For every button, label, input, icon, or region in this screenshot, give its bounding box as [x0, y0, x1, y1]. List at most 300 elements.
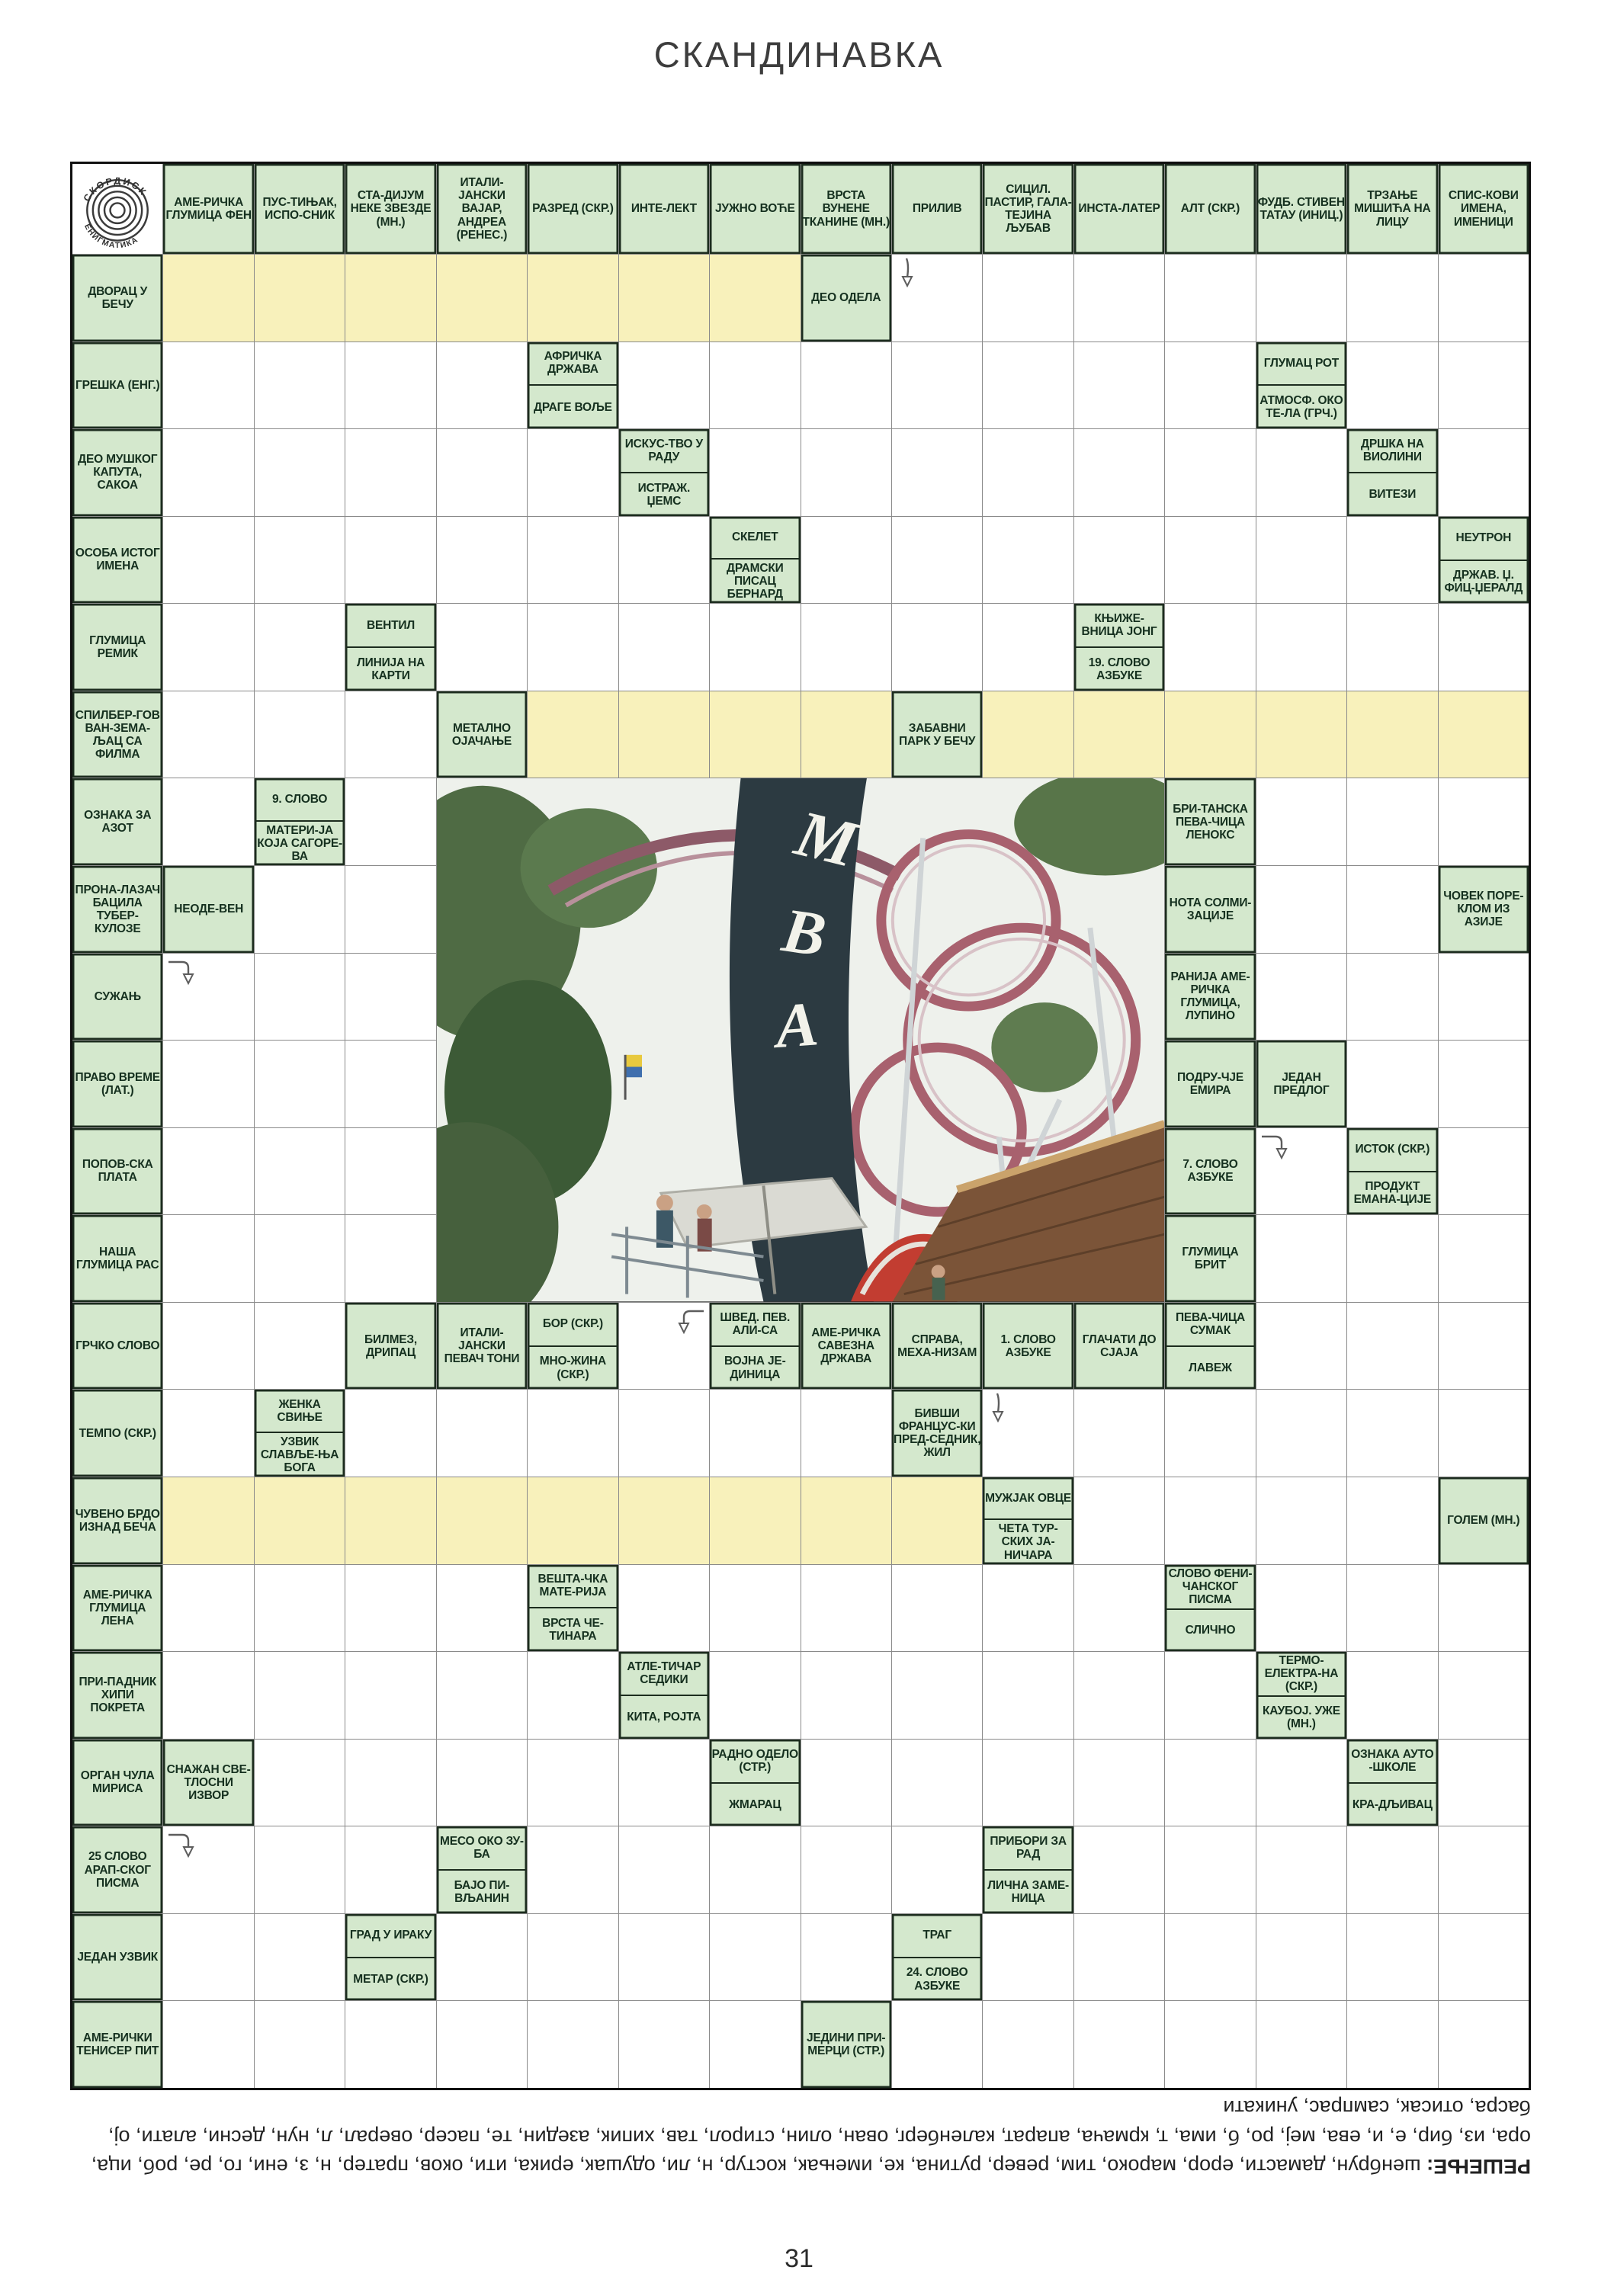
split-clue-cell: [528, 342, 618, 429]
answer-cell[interactable]: [1347, 517, 1437, 604]
answer-cell[interactable]: [255, 517, 345, 604]
split-clue-cell: [528, 1303, 618, 1390]
split-clue-cell: [1165, 1565, 1255, 1652]
answer-cell[interactable]: [1256, 1565, 1346, 1652]
answer-cell[interactable]: [1074, 1740, 1164, 1826]
answer-cell-highlight[interactable]: [619, 255, 709, 342]
answer-cell[interactable]: [983, 604, 1073, 691]
answer-cell[interactable]: [1439, 255, 1529, 342]
header-clue-cell: ИТАЛИ-ЈАНСКИ ВАЈАР, АНДРЕА (РЕНЕС.): [437, 164, 527, 254]
answer-cell-highlight[interactable]: [801, 1477, 891, 1564]
row-clue-cell: ПОПОВ-СКА ПЛАТА: [72, 1128, 162, 1215]
answer-cell-highlight[interactable]: [163, 1477, 253, 1564]
answer-cell[interactable]: [163, 1041, 253, 1127]
answer-cell[interactable]: [345, 1740, 435, 1826]
answer-cell[interactable]: [255, 1565, 345, 1652]
header-clue-cell: ТРЗАЊЕ МИШИЋА НА ЛИЦУ: [1347, 164, 1437, 254]
spiral-logo-icon: [78, 169, 157, 249]
answer-cell[interactable]: [1347, 1303, 1437, 1390]
answer-cell-highlight[interactable]: [1347, 691, 1437, 778]
answer-cell[interactable]: [1256, 2001, 1346, 2088]
clue-top: 9. СЛОВО: [271, 793, 328, 806]
answer-cell-highlight[interactable]: [528, 255, 618, 342]
svg-text:М: М: [788, 796, 865, 882]
answer-cell[interactable]: [1074, 429, 1164, 516]
clue-top: ОЗНАКА АУТО -ШКОЛЕ: [1351, 1747, 1434, 1774]
answer-cell[interactable]: [163, 691, 253, 778]
answer-cell[interactable]: [710, 604, 800, 691]
answer-cell-highlight[interactable]: [710, 255, 800, 342]
answer-cell[interactable]: [255, 1128, 345, 1215]
answer-cell[interactable]: [255, 2001, 345, 2088]
answer-cell[interactable]: [1439, 604, 1529, 691]
answer-cell[interactable]: [255, 342, 345, 429]
answer-cell[interactable]: [255, 1826, 345, 1913]
answer-cell[interactable]: [163, 1303, 253, 1390]
clue-cell: АМЕ-РИЧКА САВЕЗНА ДРЖАВА: [801, 1303, 891, 1390]
answer-cell-with-arrow[interactable]: [983, 1390, 1073, 1477]
answer-cell[interactable]: [345, 1390, 435, 1477]
clue-cell: ЗАБАВНИ ПАРК У БЕЧУ: [892, 691, 982, 778]
clue-cell: ДЕО ОДЕЛА: [801, 255, 891, 342]
answer-cell[interactable]: [1347, 1652, 1437, 1739]
answer-cell[interactable]: [1439, 954, 1529, 1041]
answer-cell-with-arrow[interactable]: [163, 1826, 253, 1913]
answer-cell[interactable]: [345, 1128, 435, 1215]
answer-cell[interactable]: [1256, 954, 1346, 1041]
answer-cell[interactable]: [1165, 429, 1255, 516]
answer-cell[interactable]: [1347, 1826, 1437, 1913]
answer-cell[interactable]: [1256, 517, 1346, 604]
answer-cell[interactable]: [345, 517, 435, 604]
clue-bottom: ДРЖАВ. Џ. ФИЦ-ЏЕРАЛД: [1439, 560, 1529, 604]
answer-cell[interactable]: [437, 1740, 527, 1826]
answer-cell-highlight[interactable]: [163, 255, 253, 342]
answer-cell[interactable]: [437, 2001, 527, 2088]
clue-bottom: ЖМАРАЦ: [710, 1782, 800, 1826]
row-clue-cell: 25 СЛОВО АРАП-СКОГ ПИСМА: [72, 1826, 162, 1913]
answer-cell[interactable]: [1165, 342, 1255, 429]
header-clue-cell: СИЦИЛ. ПАСТИР, ГАЛА-ТЕЈИНА ЉУБАВ: [983, 164, 1073, 254]
answer-cell-highlight[interactable]: [983, 691, 1073, 778]
answer-cell[interactable]: [1256, 778, 1346, 865]
answer-cell[interactable]: [1256, 1914, 1346, 2001]
answer-cell[interactable]: [892, 342, 982, 429]
answer-cell[interactable]: [1074, 342, 1164, 429]
clue-top: МУЖЈАК ОВЦЕ: [985, 1491, 1072, 1505]
clue-top: КЊИЖЕ-ВНИЦА ЈОНГ: [1081, 612, 1157, 639]
answer-cell[interactable]: [528, 1914, 618, 2001]
answer-cell[interactable]: [1165, 255, 1255, 342]
elbow-arrow-icon: [1259, 1130, 1295, 1165]
answer-cell[interactable]: [1256, 429, 1346, 516]
answer-cell[interactable]: [1074, 517, 1164, 604]
answer-cell[interactable]: [619, 517, 709, 604]
clue-bottom: МНО-ЖИНА (СКР.): [528, 1345, 618, 1390]
clue-top: ВЕШТА-ЧКА МАТЕ-РИЈА: [537, 1573, 608, 1599]
crossword-grid: [70, 162, 1531, 2090]
split-clue-cell: [1165, 1303, 1255, 1390]
answer-cell-highlight[interactable]: [1074, 691, 1164, 778]
answer-cell[interactable]: [710, 429, 800, 516]
split-clue-cell: [892, 1914, 982, 2001]
answer-cell-highlight[interactable]: [345, 1477, 435, 1564]
clue-cell: ПОДРУ-ЧЈЕ ЕМИРА: [1165, 1041, 1255, 1127]
solution-text: [70, 2093, 1531, 2181]
answer-cell[interactable]: [163, 1565, 253, 1652]
answer-cell-highlight[interactable]: [619, 1477, 709, 1564]
answer-cell[interactable]: [1074, 1477, 1164, 1564]
row-clue-cell: ЧУВЕНО БРДО ИЗНАД БЕЧА: [72, 1477, 162, 1564]
answer-cell[interactable]: [1347, 2001, 1437, 2088]
answer-cell[interactable]: [345, 342, 435, 429]
answer-cell[interactable]: [892, 429, 982, 516]
answer-cell[interactable]: [619, 1740, 709, 1826]
answer-cell[interactable]: [892, 517, 982, 604]
answer-cell[interactable]: [1347, 1390, 1437, 1477]
answer-cell[interactable]: [1165, 1914, 1255, 2001]
clue-bottom: ДРАГЕ ВОЉЕ: [528, 384, 618, 428]
answer-cell[interactable]: [619, 604, 709, 691]
answer-cell-highlight[interactable]: [710, 1477, 800, 1564]
answer-cell[interactable]: [1347, 866, 1437, 953]
answer-cell[interactable]: [163, 429, 253, 516]
answer-cell[interactable]: [983, 1740, 1073, 1826]
clue-cell: НОТА СОЛМИ-ЗАЦИЈЕ: [1165, 866, 1255, 953]
answer-cell[interactable]: [345, 1652, 435, 1739]
split-clue-cell: [1347, 429, 1437, 516]
answer-cell[interactable]: [1439, 1740, 1529, 1826]
answer-cell[interactable]: [1256, 1740, 1346, 1826]
answer-cell[interactable]: [1439, 2001, 1529, 2088]
publisher-logo: [72, 164, 162, 254]
answer-cell[interactable]: [710, 1565, 800, 1652]
answer-cell-highlight[interactable]: [892, 1477, 982, 1564]
answer-cell[interactable]: [1074, 1652, 1164, 1739]
answer-cell[interactable]: [255, 1215, 345, 1302]
answer-cell[interactable]: [1165, 1390, 1255, 1477]
answer-cell[interactable]: [1074, 1826, 1164, 1913]
answer-cell[interactable]: [255, 1740, 345, 1826]
answer-cell[interactable]: [619, 1390, 709, 1477]
answer-cell[interactable]: [710, 1826, 800, 1913]
clue-bottom: ВРСТА ЧЕ-ТИНАРА: [528, 1607, 618, 1651]
header-clue-cell: ПУС-ТИЊАК, ИСПО-СНИК: [255, 164, 345, 254]
answer-cell[interactable]: [1074, 1914, 1164, 2001]
answer-cell[interactable]: [801, 342, 891, 429]
clue-top: ДРШКА НА ВИОЛИНИ: [1360, 437, 1424, 464]
answer-cell[interactable]: [255, 866, 345, 953]
answer-cell-highlight[interactable]: [1256, 691, 1346, 778]
answer-cell[interactable]: [1256, 1477, 1346, 1564]
clue-cell: БИЛМЕЗ, ДРИПАЦ: [345, 1303, 435, 1390]
answer-cell[interactable]: [1439, 1128, 1529, 1215]
answer-cell[interactable]: [345, 866, 435, 953]
page-number: 31: [785, 2244, 813, 2273]
answer-cell[interactable]: [437, 1914, 527, 2001]
clue-top: ГЛУМАЦ РОТ: [1263, 356, 1340, 370]
row-clue-cell: ОРГАН ЧУЛА МИРИСА: [72, 1740, 162, 1826]
answer-cell[interactable]: [983, 517, 1073, 604]
answer-cell[interactable]: [163, 2001, 253, 2088]
answer-cell[interactable]: [801, 1826, 891, 1913]
answer-cell-with-arrow[interactable]: [619, 1303, 709, 1390]
answer-cell[interactable]: [710, 1914, 800, 2001]
answer-cell[interactable]: [163, 517, 253, 604]
answer-cell[interactable]: [163, 604, 253, 691]
clue-cell: НЕОДЕ-ВЕН: [163, 866, 253, 953]
clue-bottom: КРА-ДЉИВАЦ: [1347, 1782, 1437, 1826]
answer-cell[interactable]: [1439, 342, 1529, 429]
answer-cell[interactable]: [1256, 1303, 1346, 1390]
answer-cell-highlight[interactable]: [1439, 691, 1529, 778]
answer-cell-highlight[interactable]: [528, 691, 618, 778]
answer-cell[interactable]: [528, 1390, 618, 1477]
split-clue-cell: [1074, 604, 1164, 691]
answer-cell[interactable]: [619, 1826, 709, 1913]
answer-cell[interactable]: [1347, 778, 1437, 865]
answer-cell[interactable]: [710, 2001, 800, 2088]
answer-cell[interactable]: [345, 429, 435, 516]
answer-cell[interactable]: [163, 1914, 253, 2001]
answer-cell[interactable]: [801, 429, 891, 516]
split-clue-cell: [528, 1565, 618, 1652]
answer-cell[interactable]: [437, 517, 527, 604]
answer-cell[interactable]: [345, 1215, 435, 1302]
answer-cell[interactable]: [892, 1565, 982, 1652]
clue-cell: ЈЕДАН ПРЕДЛОГ: [1256, 1041, 1346, 1127]
clue-cell: ИТАЛИ-ЈАНСКИ ПЕВАЧ ТОНИ: [437, 1303, 527, 1390]
answer-cell[interactable]: [1165, 1652, 1255, 1739]
answer-cell[interactable]: [1074, 1390, 1164, 1477]
answer-cell[interactable]: [892, 604, 982, 691]
answer-cell[interactable]: [345, 1041, 435, 1127]
answer-cell[interactable]: [345, 778, 435, 865]
answer-cell[interactable]: [1074, 255, 1164, 342]
answer-cell[interactable]: [437, 342, 527, 429]
answer-cell[interactable]: [619, 342, 709, 429]
answer-cell[interactable]: [1074, 2001, 1164, 2088]
answer-cell-with-arrow[interactable]: [892, 255, 982, 342]
answer-cell[interactable]: [801, 517, 891, 604]
clue-cell: БИВШИ ФРАНЦУС-КИ ПРЕД-СЕДНИК, ЖИЛ: [892, 1390, 982, 1477]
answer-cell[interactable]: [1256, 1826, 1346, 1913]
answer-cell[interactable]: [983, 1914, 1073, 2001]
answer-cell[interactable]: [163, 778, 253, 865]
answer-cell[interactable]: [255, 1914, 345, 2001]
answer-cell[interactable]: [892, 2001, 982, 2088]
clue-top: НЕУТРОН: [1455, 531, 1512, 545]
answer-cell[interactable]: [255, 604, 345, 691]
row-clue-cell: ОСОБА ИСТОГ ИМЕНА: [72, 517, 162, 604]
answer-cell[interactable]: [983, 429, 1073, 516]
answer-cell-highlight[interactable]: [437, 255, 527, 342]
answer-cell[interactable]: [163, 1390, 253, 1477]
split-clue-cell: [1256, 1652, 1346, 1739]
split-clue-cell: [619, 429, 709, 516]
answer-cell[interactable]: [1256, 604, 1346, 691]
answer-cell[interactable]: [163, 1128, 253, 1215]
elbow-arrow-icon: [671, 1304, 706, 1339]
answer-cell[interactable]: [528, 604, 618, 691]
header-clue-cell: ВРСТА ВУНЕНЕ ТКАНИНЕ (МН.): [801, 164, 891, 254]
split-clue-cell: [345, 604, 435, 691]
clue-top: ИСТОК (СКР.): [1355, 1143, 1430, 1156]
answer-cell[interactable]: [528, 1652, 618, 1739]
answer-cell[interactable]: [892, 1652, 982, 1739]
header-clue-cell: АЛТ (СКР.): [1165, 164, 1255, 254]
row-clue-cell: ДВОРАЦ У БЕЧУ: [72, 255, 162, 342]
answer-cell[interactable]: [983, 255, 1073, 342]
answer-cell[interactable]: [163, 1652, 253, 1739]
answer-cell[interactable]: [1165, 604, 1255, 691]
answer-cell[interactable]: [983, 1652, 1073, 1739]
answer-cell[interactable]: [801, 604, 891, 691]
answer-cell-highlight[interactable]: [801, 691, 891, 778]
clue-bottom: УЗВИК СЛАВЉЕ-ЊА БОГА: [255, 1432, 345, 1477]
clue-cell: ГЛУМИЦА БРИТ: [1165, 1215, 1255, 1302]
answer-cell[interactable]: [1347, 1477, 1437, 1564]
answer-cell[interactable]: [1347, 1215, 1437, 1302]
split-clue-cell: [983, 1477, 1073, 1564]
answer-cell[interactable]: [437, 1390, 527, 1477]
clue-bottom: ДРАМСКИ ПИСАЦ БЕРНАРД: [710, 558, 800, 603]
answer-cell-with-arrow[interactable]: [163, 954, 253, 1041]
answer-cell[interactable]: [710, 1390, 800, 1477]
answer-cell[interactable]: [710, 342, 800, 429]
answer-cell[interactable]: [1439, 1041, 1529, 1127]
answer-cell[interactable]: [1165, 1477, 1255, 1564]
answer-cell[interactable]: [528, 517, 618, 604]
header-clue-cell: ПРИЛИВ: [892, 164, 982, 254]
answer-cell[interactable]: [619, 2001, 709, 2088]
answer-cell[interactable]: [1256, 1390, 1346, 1477]
answer-cell[interactable]: [1439, 1390, 1529, 1477]
clue-top: ВЕНТИЛ: [367, 618, 416, 632]
answer-cell[interactable]: [1439, 429, 1529, 516]
answer-cell[interactable]: [801, 1914, 891, 2001]
split-clue-cell: [255, 778, 345, 865]
answer-cell[interactable]: [1439, 1652, 1529, 1739]
answer-cell-with-arrow[interactable]: [1256, 1128, 1346, 1215]
answer-cell[interactable]: [255, 954, 345, 1041]
answer-cell[interactable]: [1074, 1565, 1164, 1652]
answer-cell[interactable]: [1256, 866, 1346, 953]
clue-top: ИСКУС-ТВО У РАДУ: [624, 437, 703, 464]
answer-cell[interactable]: [437, 604, 527, 691]
answer-cell[interactable]: [983, 342, 1073, 429]
answer-cell[interactable]: [801, 1740, 891, 1826]
answer-cell[interactable]: [1439, 1565, 1529, 1652]
answer-cell[interactable]: [1439, 1914, 1529, 2001]
answer-cell[interactable]: [345, 691, 435, 778]
clue-bottom: СЛИЧНО: [1165, 1608, 1255, 1651]
answer-cell-highlight[interactable]: [1165, 691, 1255, 778]
answer-cell[interactable]: [1439, 1215, 1529, 1302]
split-clue-cell: [1347, 1740, 1437, 1826]
answer-cell[interactable]: [619, 1565, 709, 1652]
answer-cell[interactable]: [255, 1652, 345, 1739]
answer-cell[interactable]: [1256, 255, 1346, 342]
svg-text:А: А: [772, 989, 821, 1062]
answer-cell[interactable]: [528, 1826, 618, 1913]
answer-cell-highlight[interactable]: [437, 1477, 527, 1564]
answer-cell[interactable]: [345, 2001, 435, 2088]
answer-cell[interactable]: [892, 1826, 982, 1913]
clue-bottom: МАТЕРИ-ЈА КОЈА САГОРЕ-ВА: [255, 820, 345, 865]
answer-cell[interactable]: [345, 954, 435, 1041]
answer-cell[interactable]: [801, 1390, 891, 1477]
answer-cell[interactable]: [801, 1652, 891, 1739]
answer-cell[interactable]: [1165, 2001, 1255, 2088]
answer-cell[interactable]: [619, 1914, 709, 2001]
answer-cell[interactable]: [437, 429, 527, 516]
answer-cell[interactable]: [255, 1041, 345, 1127]
clue-cell: 1. СЛОВО АЗБУКЕ: [983, 1303, 1073, 1390]
answer-cell-highlight[interactable]: [255, 1477, 345, 1564]
answer-cell[interactable]: [528, 429, 618, 516]
row-clue-cell: ГРЕШКА (ЕНГ.): [72, 342, 162, 429]
clue-cell: МЕТАЛНО ОЈАЧАЊЕ: [437, 691, 527, 778]
clue-bottom: ВОЈНА ЈЕ-ДИНИЦА: [710, 1345, 800, 1390]
clue-top: ТЕРМО-ЕЛЕКТРА-НА (СКР.): [1264, 1654, 1339, 1694]
answer-cell-highlight[interactable]: [619, 691, 709, 778]
answer-cell-highlight[interactable]: [345, 255, 435, 342]
answer-cell[interactable]: [1439, 1826, 1529, 1913]
answer-cell[interactable]: [983, 1565, 1073, 1652]
answer-cell[interactable]: [437, 1565, 527, 1652]
answer-cell[interactable]: [1347, 255, 1437, 342]
answer-cell-highlight[interactable]: [528, 1477, 618, 1564]
answer-cell[interactable]: [345, 1826, 435, 1913]
answer-cell[interactable]: [255, 429, 345, 516]
answer-cell[interactable]: [255, 1303, 345, 1390]
answer-cell[interactable]: [1256, 1215, 1346, 1302]
answer-cell[interactable]: [163, 342, 253, 429]
answer-cell[interactable]: [1439, 1303, 1529, 1390]
clue-bottom: 19. СЛОВО АЗБУКЕ: [1074, 646, 1164, 691]
answer-cell[interactable]: [1347, 604, 1437, 691]
split-clue-cell: [255, 1390, 345, 1477]
answer-cell[interactable]: [1347, 1914, 1437, 2001]
answer-cell[interactable]: [1347, 954, 1437, 1041]
answer-cell[interactable]: [1347, 342, 1437, 429]
clue-top: ШВЕД. ПЕВ. АЛИ-СА: [720, 1310, 791, 1337]
answer-cell[interactable]: [1439, 778, 1529, 865]
answer-cell-highlight[interactable]: [255, 255, 345, 342]
answer-cell[interactable]: [801, 1565, 891, 1652]
answer-cell[interactable]: [1347, 1041, 1437, 1127]
svg-text:В: В: [778, 895, 830, 970]
answer-cell[interactable]: [892, 1740, 982, 1826]
answer-cell[interactable]: [528, 2001, 618, 2088]
answer-cell[interactable]: [983, 2001, 1073, 2088]
answer-cell[interactable]: [1165, 517, 1255, 604]
answer-cell[interactable]: [345, 1565, 435, 1652]
answer-cell[interactable]: [255, 691, 345, 778]
answer-cell[interactable]: [437, 1652, 527, 1739]
split-clue-cell: [619, 1652, 709, 1739]
answer-cell[interactable]: [1347, 1565, 1437, 1652]
answer-cell[interactable]: [528, 1740, 618, 1826]
answer-cell[interactable]: [163, 1215, 253, 1302]
answer-cell-highlight[interactable]: [710, 691, 800, 778]
answer-cell[interactable]: [1165, 1826, 1255, 1913]
answer-cell[interactable]: [1165, 1740, 1255, 1826]
split-clue-cell: [1256, 342, 1346, 429]
elbow-arrow-icon: [986, 1391, 1021, 1426]
answer-cell[interactable]: [710, 1652, 800, 1739]
